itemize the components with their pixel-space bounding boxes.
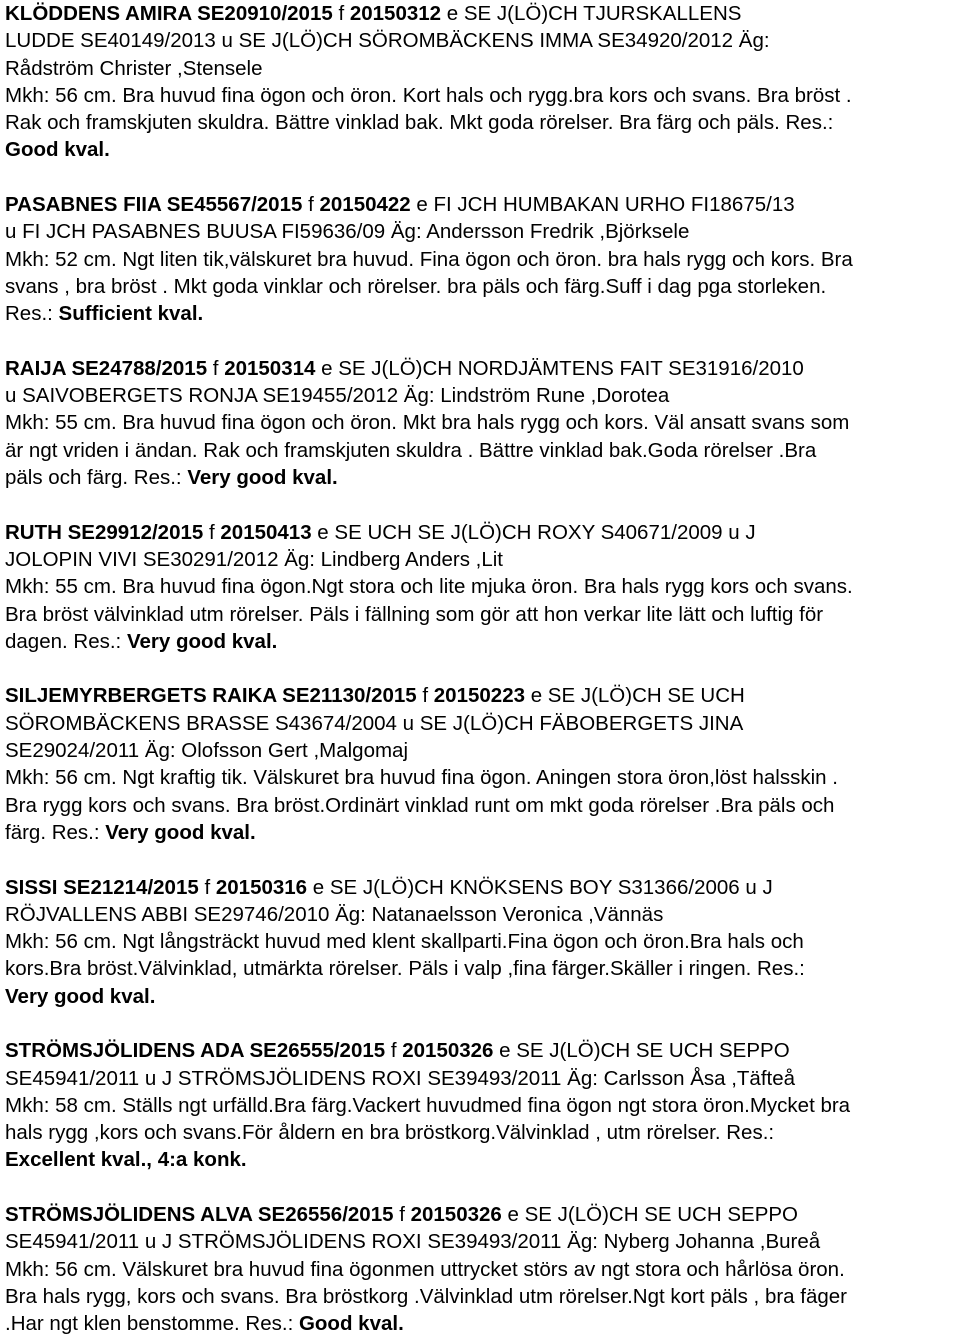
text-segment: Mkh: 56 cm. Bra huvud fina ögon och öron. Kort hals och rygg.bra kors och svans. Bra bröst . — [5, 83, 852, 107]
bold-text: RUTH SE29912/2015 — [5, 520, 204, 544]
entry-line — [5, 82, 956, 109]
bold-text: Very good kval. — [5, 984, 156, 1008]
entry-line — [5, 246, 956, 273]
bold-text: KLÖDDENS AMIRA SE20910/2015 — [5, 2, 333, 25]
text-segment: e FI JCH HUMBAKAN URHO FI18675/13 — [410, 193, 795, 217]
text-segment: hals rygg ,kors och svans.För åldern en bra bröstkorg.Välvinklad , utm rörelser. Res.: — [5, 1121, 775, 1145]
bold-text: SILJEMYRBERGETS RAIKA SE21130/2015 — [5, 684, 417, 708]
entry-line — [5, 273, 956, 300]
text-segment: e SE J(LÖ)CH SE UCH — [525, 684, 745, 708]
dog-entry — [5, 0, 956, 164]
entry-line — [5, 628, 956, 655]
entry-line — [5, 519, 956, 546]
bold-text: 20150326 — [410, 1203, 502, 1227]
text-segment: e SE J(LÖ)CH NORDJÄMTENS FAIT SE31916/2010 — [315, 356, 804, 380]
text-segment: e SE J(LÖ)CH TJURSKALLENS — [441, 2, 742, 25]
text-segment: svans , bra bröst . Mkt goda vinklar och rörelser. bra päls och färg.Suff i dag pga storleken. — [5, 274, 827, 298]
text-segment: Mkh: 52 cm. Ngt liten tik,välskuret bra huvud. Fina ögon och öron. bra hals rygg och kors. Bra — [5, 247, 853, 271]
bold-text: Sufficient kval. — [58, 302, 204, 326]
entry-line — [5, 437, 956, 464]
entry-line — [5, 300, 956, 327]
dog-entry — [5, 874, 956, 1010]
entry-line — [5, 983, 956, 1010]
entry-line — [5, 682, 956, 709]
text-segment: e SE J(LÖ)CH KNÖKSENS BOY S31366/2006 u J — [307, 875, 773, 899]
text-segment: e SE J(LÖ)CH SE UCH SEPPO — [501, 1203, 798, 1227]
text-segment: u FI JCH PASABNES BUUSA FI59636/09 Äg: Andersson Fredrik ,Björksele — [5, 220, 690, 244]
text-segment: Mkh: 58 cm. Ställs ngt urfälld.Bra färg.Vackert huvudmed fina ögon ngt stora öron.Mycket bra — [5, 1093, 851, 1117]
text-segment: .Har ngt klen benstomme. Res.: — [5, 1312, 299, 1336]
entry-line — [5, 1146, 956, 1173]
entry-line — [5, 819, 956, 846]
entry-line — [5, 191, 956, 218]
text-segment: Mkh: 56 cm. Ngt långsträckt huvud med klent skallparti.Fina ögon och öron.Bra hals och — [5, 930, 804, 954]
text-segment: SE45941/2011 u J STRÖMSJÖLIDENS ROXI SE39493/2011 Äg: Nyberg Johanna ,Bureå — [5, 1230, 821, 1254]
text-segment: Res.: — [5, 302, 59, 326]
text-segment: f — [198, 875, 216, 899]
bold-text: 20150422 — [319, 193, 411, 217]
entry-line — [5, 1310, 956, 1337]
entry-line — [5, 955, 956, 982]
text-segment: Mkh: 55 cm. Bra huvud fina ögon och öron. Mkt bra hals rygg och kors. Väl ansatt svans som — [5, 411, 850, 435]
entry-line — [5, 218, 956, 245]
text-segment: Mkh: 55 cm. Bra huvud fina ögon.Ngt stora och lite mjuka öron. Bra hals rygg kors och svans. — [5, 575, 853, 599]
dog-entry — [5, 682, 956, 846]
entry-line — [5, 55, 956, 82]
entry-line — [5, 382, 956, 409]
entry-line — [5, 109, 956, 136]
text-segment: är ngt vriden i ändan. Rak och framskjuten skuldra . Bättre vinklad bak.Goda rörelser .Bra — [5, 438, 817, 462]
entry-line — [5, 601, 956, 628]
text-segment: e SE UCH SE J(LÖ)CH ROXY S40671/2009 u J — [311, 520, 756, 544]
dog-entry — [5, 191, 956, 327]
entry-line — [5, 573, 956, 600]
text-segment: SE29024/2011 Äg: Olofsson Gert ,Malgomaj — [5, 739, 409, 763]
entry-line — [5, 737, 956, 764]
entry-line — [5, 1037, 956, 1064]
entry-line — [5, 409, 956, 436]
text-segment: SE45941/2011 u J STRÖMSJÖLIDENS ROXI SE39493/2011 Äg: Carlsson Åsa ,Täfteå — [5, 1066, 796, 1090]
entry-line — [5, 1092, 956, 1119]
text-segment: kors.Bra bröst.Välvinklad, utmärkta rörelser. Päls i valp ,fina färger.Skäller i ringen. Res.: — [5, 957, 805, 981]
entry-line — [5, 0, 956, 27]
text-segment: Bra hals rygg, kors och svans. Bra bröstkorg .Välvinklad utm rörelser.Ngt kort päls , bra fäger — [5, 1284, 847, 1308]
text-segment: Bra bröst välvinklad utm rörelser. Päls i fällning som gör att hon verkar lite lätt och luftig för — [5, 602, 824, 626]
entry-line — [5, 901, 956, 928]
bold-text: 20150312 — [349, 2, 442, 25]
text-segment: f — [302, 193, 320, 217]
text-segment: JOLOPIN VIVI SE30291/2012 Äg: Lindberg Anders ,Lit — [5, 547, 504, 571]
dog-entry — [5, 1037, 956, 1173]
text-segment: Mkh: 56 cm. Välskuret bra huvud fina ögonmen uttrycket störs av ngt stora och hårlösa öron. — [5, 1257, 845, 1281]
entry-line — [5, 764, 956, 791]
bold-text: SISSI SE21214/2015 — [5, 875, 199, 899]
entry-line — [5, 1256, 956, 1283]
text-segment: Mkh: 56 cm. Ngt kraftig tik. Välskuret bra huvud fina ögon. Aningen stora öron,löst halsskin . — [5, 766, 838, 790]
bold-text: PASABNES FIIA SE45567/2015 — [5, 193, 303, 217]
text-segment: f — [393, 1203, 411, 1227]
text-segment: RÖJVALLENS ABBI SE29746/2010 Äg: Natanaelsson Veronica ,Vännäs — [5, 902, 664, 926]
bold-text: Good kval. — [298, 1312, 404, 1336]
entry-line — [5, 1228, 956, 1255]
text-segment: Rak och framskjuten skuldra. Bättre vinklad bak. Mkt goda rörelser. Bra färg och päls. Res.: — [5, 111, 834, 135]
bold-text: 20150314 — [224, 356, 316, 380]
text-segment: SÖROMBÄCKENS BRASSE S43674/2004 u SE J(LÖ)CH FÄBOBERGETS JINA — [5, 711, 744, 735]
text-segment: e SE J(LÖ)CH SE UCH SEPPO — [493, 1039, 790, 1063]
text-segment: färg. Res.: — [5, 820, 106, 844]
dog-entry — [5, 519, 956, 655]
entry-line — [5, 1283, 956, 1310]
text-segment: f — [203, 520, 221, 544]
bold-text: Excellent kval., 4:a konk. — [5, 1148, 247, 1172]
entry-line — [5, 1065, 956, 1092]
entry-line — [5, 928, 956, 955]
bold-text: Very good kval. — [187, 466, 338, 490]
bold-text: RAIJA SE24788/2015 — [5, 356, 208, 380]
entry-line — [5, 1201, 956, 1228]
entry-line — [5, 792, 956, 819]
bold-text: 20150413 — [220, 520, 312, 544]
entry-line — [5, 874, 956, 901]
entry-line — [5, 136, 956, 163]
text-segment: f — [207, 356, 225, 380]
entry-line — [5, 355, 956, 382]
bold-text: Very good kval. — [126, 629, 278, 653]
text-segment: LUDDE SE40149/2013 u SE J(LÖ)CH SÖROMBÄCKENS IMMA SE34920/2012 Äg: — [5, 29, 770, 53]
entry-line — [5, 27, 956, 54]
bold-text: 20150316 — [215, 875, 308, 899]
bold-text: STRÖMSJÖLIDENS ALVA SE26556/2015 — [5, 1203, 394, 1227]
bold-text: Good kval. — [5, 138, 110, 162]
entry-line — [5, 1119, 956, 1146]
text-segment: päls och färg. Res.: — [5, 466, 188, 490]
text-segment: Bra rygg kors och svans. Bra bröst.Ordinärt vinklad runt om mkt goda rörelser .Bra päls och — [5, 793, 835, 817]
text-segment: Rådström Christer ,Stensele — [5, 56, 263, 80]
text-segment: dagen. Res.: — [5, 629, 127, 653]
dog-entry — [5, 355, 956, 491]
text-segment: u SAIVOBERGETS RONJA SE19455/2012 Äg: Lindström Rune ,Dorotea — [5, 384, 670, 408]
entry-line — [5, 546, 956, 573]
entry-line — [5, 464, 956, 491]
bold-text: 20150223 — [433, 684, 525, 708]
bold-text: Very good kval. — [105, 820, 256, 844]
entry-line — [5, 710, 956, 737]
text-segment: f — [332, 2, 350, 25]
text-segment: f — [385, 1039, 403, 1063]
bold-text: 20150326 — [402, 1039, 494, 1063]
text-segment: f — [416, 684, 434, 708]
bold-text: STRÖMSJÖLIDENS ADA SE26555/2015 — [5, 1039, 386, 1063]
dog-entry — [5, 1201, 956, 1337]
